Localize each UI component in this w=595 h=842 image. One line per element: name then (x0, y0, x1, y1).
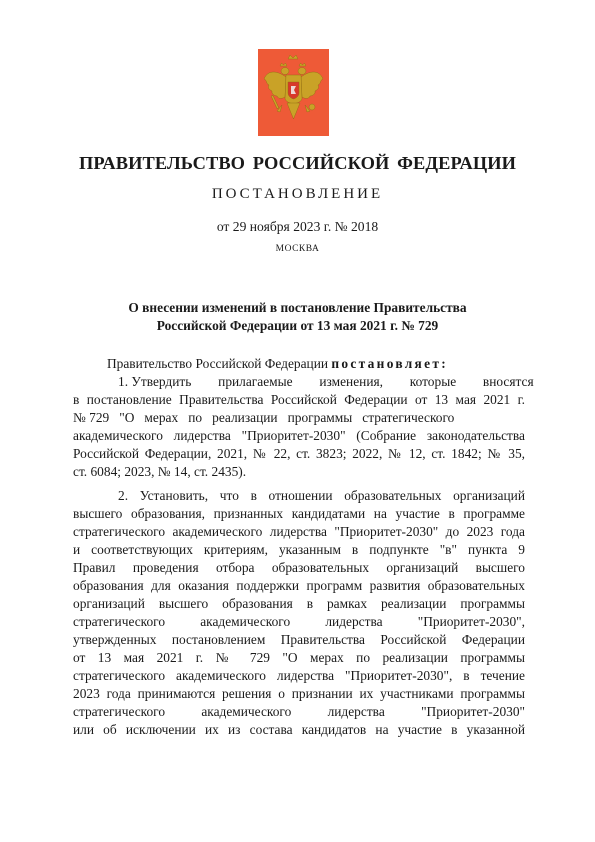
paragraph-line: Правил проведения отбора образовательных организаций высшего (73, 560, 525, 575)
paragraph-line: стратегического академического лидерства "Приоритет-2030" (73, 704, 525, 719)
paragraph-line: от 13 мая 2021 г. № 729 "О мерах по реализации программы (73, 650, 525, 665)
paragraph-line: организаций высшего образования в рамках реализации программы (73, 596, 525, 611)
paragraph-line: 1. Утвердить прилагаемые изменения, которые вносятся (118, 374, 534, 389)
paragraph-line: академического лидерства "Приоритет-2030" (Собрание законодательства (73, 428, 525, 443)
government-title: ПРАВИТЕЛЬСТВО РОССИЙСКОЙ ФЕДЕРАЦИИ (78, 153, 517, 173)
paragraph-line: или об исключении их из состава кандидатов на участие в указанной (73, 722, 525, 737)
paragraph-line: ст. 6084; 2023, № 14, ст. 2435). (73, 464, 247, 479)
preamble (73, 355, 525, 373)
paragraph-line: Российской Федерации, 2021, № 22, ст. 3823; 2022, № 12, ст. 1842; № 35, (73, 446, 525, 461)
document-city: МОСКВА (275, 244, 320, 254)
paragraph-line: образования для оказания поддержки программ развития образовательных (73, 578, 525, 593)
document-body (73, 355, 534, 739)
subject-line: Российской Федерации от 13 мая 2021 г. № 729 (156, 318, 439, 333)
paragraph-line: и соответствующих критериям, указанным в подпункте "в" пункта 9 (73, 542, 525, 557)
coat-of-arms-emblem-icon (258, 49, 329, 136)
paragraph-line: стратегического академического лидерства "Приоритет-2030" до 2023 года (73, 524, 525, 539)
paragraph-line: стратегического академического лидерства "Приоритет-2030", (73, 614, 525, 629)
preamble-text: Правительство Российской Федерации (107, 356, 332, 371)
preamble-emphasis: постановляет: (331, 356, 448, 371)
paragraph-line: стратегического академического лидерства "Приоритет-2030", в течение (73, 668, 525, 683)
paragraph-line: в постановление Правительства Российской Федерации от 13 мая 2021 г. (73, 392, 525, 407)
paragraph-line: 2. Установить, что в отношении образовательных организаций (118, 488, 525, 503)
paragraph-line: 2023 года принимаются решения о признании их участниками программы (73, 686, 525, 701)
paragraph-line: высшего образования, признанных кандидатами на участие в программе (73, 506, 525, 521)
paragraph-line: утвержденных постановлением Правительства Российской Федерации (73, 632, 525, 647)
document-subject (80, 299, 515, 335)
subject-line: О внесении изменений в постановление Правительства (128, 300, 467, 315)
document-type: ПОСТАНОВЛЕНИЕ (211, 186, 384, 202)
document-date-number: от 29 ноября 2023 г. № 2018 (216, 219, 379, 234)
paragraph-line: № 729 "О мерах по реализации программы стратегического (73, 410, 455, 425)
